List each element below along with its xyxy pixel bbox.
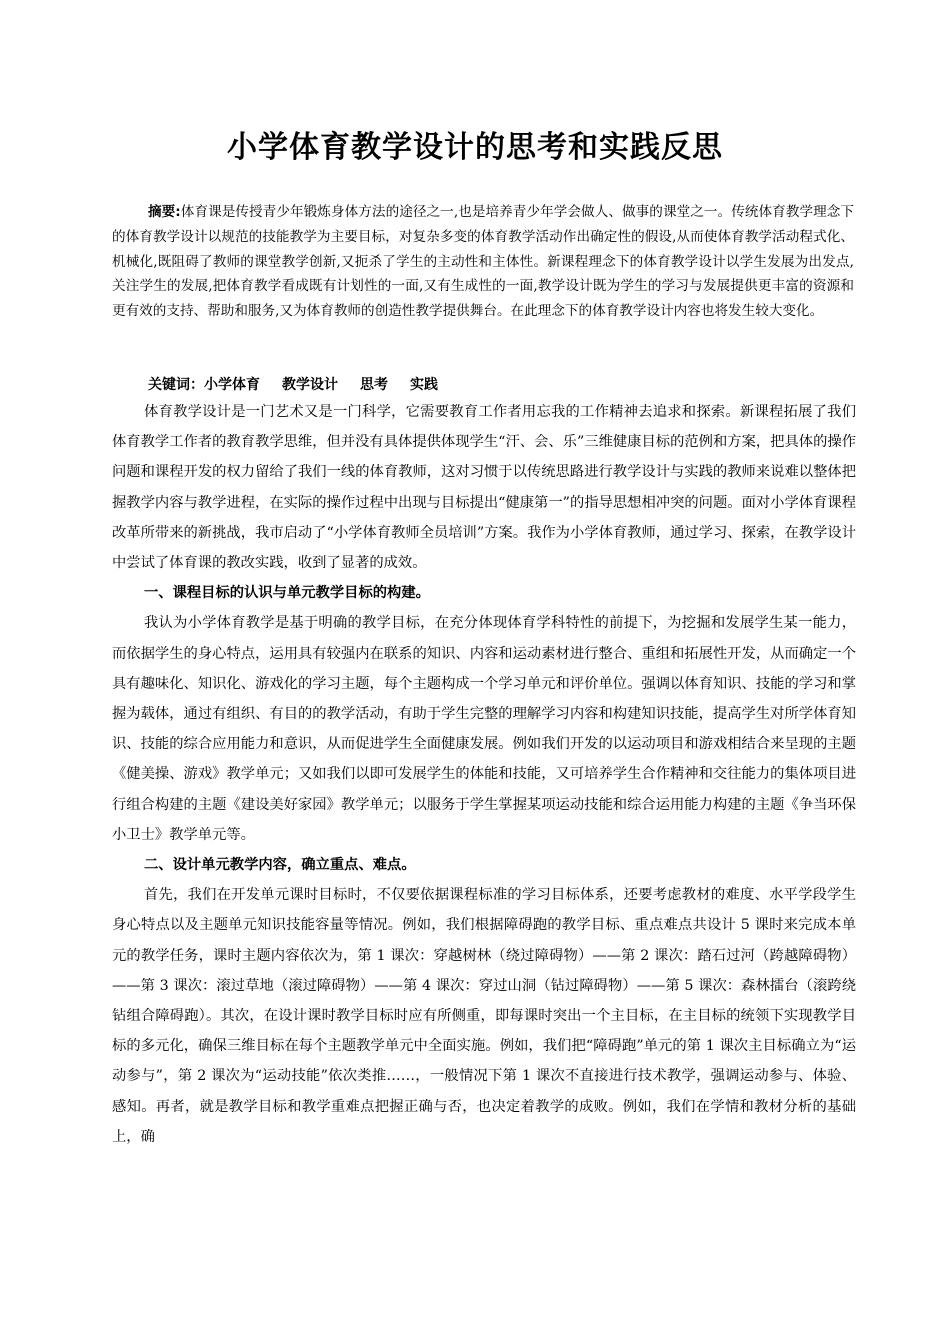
section-heading-2: 二、设计单元教学内容，确立重点、难点。 xyxy=(144,857,416,874)
section-2-paragraph: 首先，我们在开发单元课时目标时，不仅要依据课程标准的学习目标体系，还要考虑教材的难度、水平学段学生身心特点以及主题单元知识技能容量等情况。例如，我们根据障碍跑的教学目标、重点难点共设计 5 课时来完成本单元的教学任务，课时主题内容依次为，第 1 课次：穿越树林（绕过障碍物）——第 2 课次：踏石过河（跨越障碍物）——第 3 课次：滚过草地（滚过障碍物）——第 4 课次：穿过山洞（钻过障碍物）——第 5 课次：森林擂台（滚跨绕钻组合障碍跑）。其次，在设计课时教学目标时应有所侧重，即每课时突出一个主目标，在主目标的统领下实现教学目标的多元化，确保三维目标在每个主题教学单元中全面实施。例如，我们把“障碍跑”单元的第 1 课次主目标确立为“运动参与”，第 2 课次为“运动技能”依次类推……，一般情况下第 1 课次不直接进行技术教学，强调运动参与、体验、感知。再者，就是教学目标和教学重难点把握正确与否，也决定着教学的成败。例如，我们在学情和教材分析的基础上，确 xyxy=(112,887,856,1145)
keywords-label: 关键词： xyxy=(148,377,204,393)
intro-paragraph: 体育教学设计是一门艺术又是一门科学，它需要教育工作者用忘我的工作精神去追求和探索。新课程拓展了我们体育教学工作者的教育教学思维，但并没有具体提供体现学生“汗、会、乐”三维健康目标的范例和方案，把具体的操作问题和课程开发的权力留给了我们一线的体育教师，这对习惯于以传统思路进行教学设计与实践的教师来说难以整体把握教学内容与教学进程，在实际的操作过程中出现与目标提出“健康第一”的指导思想相冲突的问题。面对小学体育课程改革所带来的新挑战，我市启动了“小学体育教师全员培训”方案。我作为小学体育教师，通过学习、探索，在教学设计中尝试了体育课的教改实践，收到了显著的成效。 xyxy=(112,404,856,572)
section-heading-1: 一、课程目标的认识与单元教学目标的构建。 xyxy=(144,585,430,602)
abstract-text: 体育课是传授青少年锻炼身体方法的途径之一,也是培养青少年学会做人、做事的课堂之一。传统体育教学理念下的体育教学设计以规范的技能教学为主要目标，对复杂多变的体育教学活动作出确定性的假设,从而使体育教学活动程式化、机械化,既阻碍了教师的课堂教学创新,又扼杀了学生的主动性和主体性。新课程理念下的体育教学设计以学生发展为出发点,关注学生的发展,把体育教学看成既有计划性的一面,又有生成性的一面,教学设计既为学生的学习与发展提供更丰富的资源和更有效的支持、帮助和服务,又为体育教师的创造性教学提供舞台。在此理念下的体育教学设计内容也将发生较大变化。 xyxy=(112,204,855,320)
section-1-paragraph: 我认为小学体育教学是基于明确的教学目标，在充分体现体育学科特性的前提下，为挖掘和发展学生某一能力，而依据学生的身心特点，运用具有较强内在联系的知识、内容和运动素材进行整合、重组和拓展性开发，从而确定一个具有趣味化、知识化、游戏化的学习主题，每个主题构成一个学习单元和评价单位。强调以体育知识、技能的学习和掌握为载体，通过有组织、有目的的教学活动，有助于学生完整的理解学习内容和构建知识技能，提高学生对所学体育知识、技能的综合应用能力和意识，从而促进学生全面健康发展。例如我们开发的以运动项目和游戏相结合来呈现的主题《健美操、游戏》教学单元；又如我们以即可发展学生的体能和技能，又可培养学生合作精神和交往能力的集体项目进行组合构建的主题《建设美好家园》教学单元；以服务于学生掌握某项运动技能和综合运用能力构建的主题《争当环保小卫士》教学单元等。 xyxy=(112,615,856,843)
keyword-item: 实践 xyxy=(410,377,438,393)
abstract-label: 摘要: xyxy=(148,204,181,220)
keyword-item: 教学设计 xyxy=(282,377,338,393)
abstract-paragraph xyxy=(112,200,854,324)
body-text xyxy=(112,397,856,1152)
keywords-line xyxy=(148,373,854,397)
keyword-item: 思考 xyxy=(360,377,388,393)
page-title: 小学体育教学设计的思考和实践反思 xyxy=(227,130,723,165)
keyword-item: 小学体育 xyxy=(204,377,260,393)
